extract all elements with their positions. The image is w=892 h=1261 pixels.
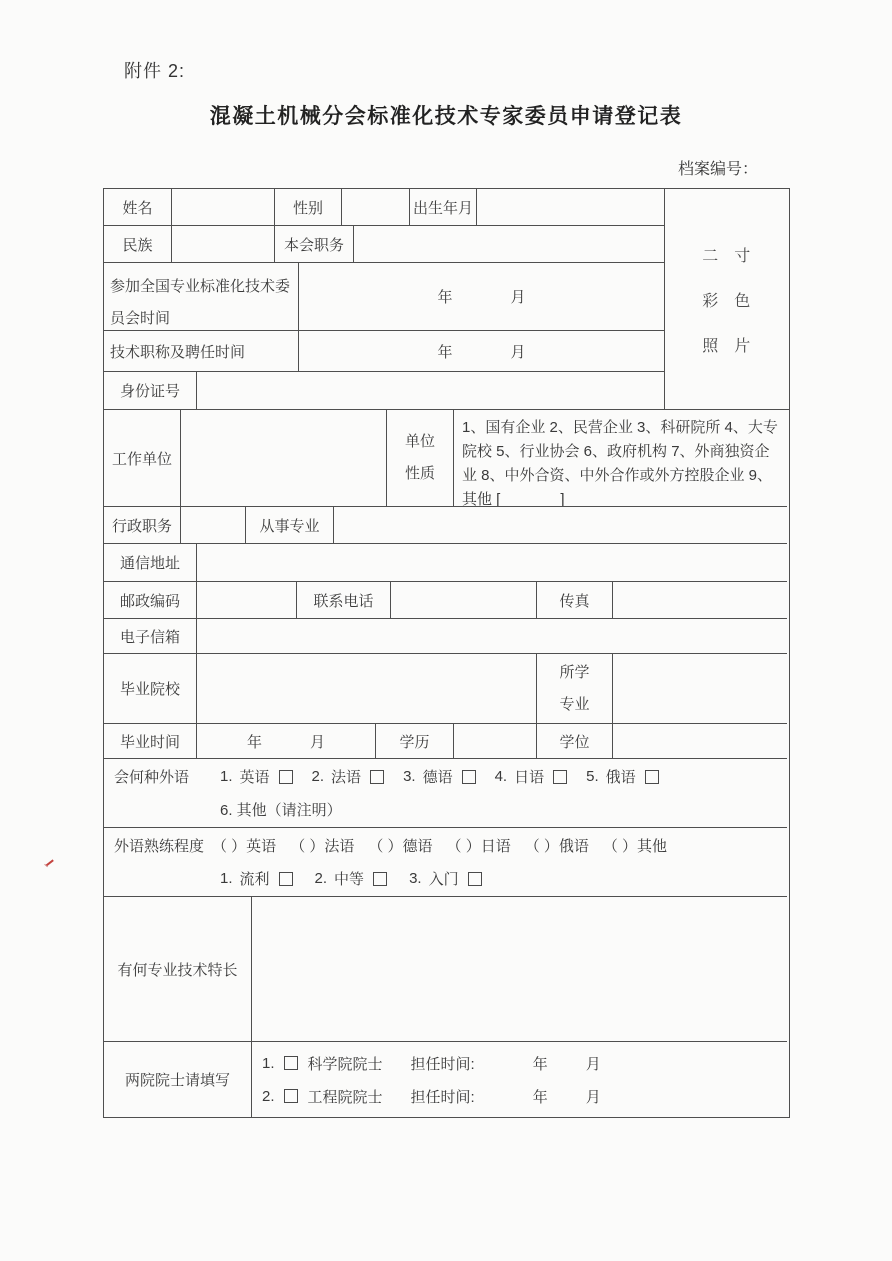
unit-nature-label — [387, 410, 454, 507]
profession-label: 从事专业 — [246, 507, 334, 544]
major-value — [613, 654, 787, 724]
year-label: 年 — [437, 289, 453, 306]
page-title: 混凝土机械分会标准化技术专家委员申请登记表 — [209, 105, 683, 128]
level-num: 3. — [409, 870, 422, 887]
birth-date-label: 出生年月 — [410, 189, 477, 226]
education-label: 学历 — [376, 724, 454, 759]
checkbox-icon — [645, 770, 659, 784]
unit-nature-options: 1、国有企业 2、民营企业 3、科研院所 4、大专院校 5、行业协会 6、政府机构 7、外商独资企业 8、中外合资、中外合作或外方控股企业 9、其他 [ ] — [454, 410, 787, 507]
academician-option — [262, 1086, 777, 1107]
language-name: 英语 — [239, 769, 270, 786]
language-name: 法语 — [331, 769, 362, 786]
month-label: 月 — [310, 733, 326, 751]
row-id-number — [104, 372, 664, 409]
proficiency-label: 外语熟练程度 — [114, 838, 205, 855]
language-option — [312, 766, 385, 787]
row-work-unit — [104, 410, 789, 507]
assoc-position-label: 本会职务 — [275, 226, 354, 263]
photo-text-line: 照 片 — [702, 337, 751, 355]
proficiency-cell — [104, 828, 787, 897]
language-num: 3. — [403, 768, 416, 785]
language-option — [220, 766, 293, 787]
file-number-label: 档案编号： — [678, 161, 759, 178]
proficiency-language: （ ）法语 — [290, 838, 355, 855]
major-text: 所学专业 — [559, 663, 590, 713]
row-graduation — [104, 724, 789, 759]
fax-label: 传真 — [537, 582, 613, 619]
checkbox-icon — [462, 770, 476, 784]
postal-code-label: 邮政编码 — [104, 582, 197, 619]
level-name: 中等 — [334, 871, 365, 888]
admin-position-label: 行政职务 — [104, 507, 181, 544]
school-label: 毕业院校 — [104, 654, 197, 724]
row-name-gender-birth — [104, 189, 664, 226]
month-label: 月 — [510, 343, 526, 361]
checkbox-icon — [284, 1056, 298, 1070]
proficiency-level — [315, 868, 388, 889]
level-num: 2. — [314, 870, 328, 887]
academician-num: 2. — [262, 1087, 275, 1105]
unit-nature-text: 单位性质 — [404, 433, 435, 482]
degree-value — [613, 724, 787, 759]
academician-cell — [252, 1042, 787, 1117]
ethnicity-label: 民族 — [104, 226, 172, 263]
school-value — [197, 654, 537, 724]
language-num: 1. — [220, 768, 233, 785]
year-label: 年 — [437, 343, 453, 361]
mailing-address-label: 通信地址 — [104, 544, 197, 582]
proficiency-language: （ ）英语 — [212, 838, 277, 855]
level-name: 流利 — [239, 871, 270, 888]
language-other-option: 6. 其他（请注明） — [220, 802, 342, 819]
committee-time-label: 参加全国专业标准化技术委员会时间 — [104, 263, 299, 331]
checkbox-icon — [284, 1089, 298, 1103]
admin-position-value — [181, 507, 246, 544]
language-num: 4. — [494, 768, 508, 785]
row-languages — [104, 759, 789, 828]
checkbox-icon — [279, 770, 293, 784]
checkbox-icon — [468, 872, 482, 886]
id-number-value — [197, 372, 664, 409]
registration-form-table — [103, 188, 790, 1118]
proficiency-language: （ ）其他 — [602, 838, 668, 855]
language-name: 德语 — [422, 769, 453, 786]
upper-section — [104, 189, 789, 410]
specialty-value — [252, 897, 787, 1042]
tech-title-label: 技术职称及聘任时间 — [104, 331, 299, 372]
row-tech-title — [104, 331, 664, 372]
postal-code-value — [197, 582, 297, 619]
checkbox-icon — [373, 872, 387, 886]
month-label: 月 — [585, 1088, 601, 1106]
tech-title-value — [299, 331, 664, 372]
fax-value — [613, 582, 787, 619]
year-label: 年 — [246, 733, 262, 751]
gender-value — [342, 189, 410, 226]
month-label: 月 — [510, 289, 526, 306]
red-pen-mark — [44, 860, 54, 869]
row-ethnicity-position — [104, 226, 664, 263]
photo-placeholder — [664, 189, 788, 409]
graduation-time-label: 毕业时间 — [104, 724, 197, 759]
appointment-time-label: 担任时间: — [410, 1088, 475, 1106]
email-label: 电子信箱 — [104, 619, 197, 654]
language-option — [403, 766, 476, 787]
appointment-time-label: 担任时间: — [410, 1055, 475, 1073]
profession-value — [334, 507, 787, 544]
name-value — [172, 189, 275, 226]
year-label: 年 — [532, 1088, 548, 1106]
graduation-time-value — [197, 724, 376, 759]
specialty-label: 有何专业技术特长 — [104, 897, 252, 1042]
row-committee-time — [104, 263, 664, 331]
languages-label: 会何种外语 — [114, 769, 190, 786]
gender-label: 性别 — [275, 189, 342, 226]
education-value — [454, 724, 537, 759]
mailing-address-value — [197, 544, 787, 582]
language-name: 俄语 — [605, 769, 636, 786]
row-academician — [104, 1042, 789, 1117]
work-unit-value — [181, 410, 387, 507]
row-mailing-address — [104, 544, 789, 582]
language-name: 日语 — [514, 769, 545, 786]
year-label: 年 — [532, 1055, 548, 1073]
proficiency-level — [220, 868, 293, 889]
academician-name: 科学院院士 — [307, 1055, 383, 1073]
proficiency-language: （ ）日语 — [446, 838, 511, 855]
major-label — [537, 654, 613, 724]
birth-date-value — [477, 189, 664, 226]
photo-text-line: 二 寸 — [702, 247, 751, 265]
email-value — [197, 619, 787, 654]
proficiency-level — [409, 868, 482, 889]
row-school-major — [104, 654, 789, 724]
committee-time-value — [299, 263, 664, 331]
assoc-position-value — [354, 226, 664, 263]
degree-label: 学位 — [537, 724, 613, 759]
checkbox-icon — [553, 770, 567, 784]
row-admin-position — [104, 507, 789, 544]
level-name: 入门 — [428, 871, 459, 888]
languages-cell — [104, 759, 787, 828]
language-option — [495, 766, 568, 787]
language-option — [586, 766, 659, 787]
row-postal-phone-fax — [104, 582, 789, 619]
checkbox-icon — [279, 872, 293, 886]
academician-name: 工程院院士 — [307, 1088, 383, 1106]
academician-num: 1. — [262, 1054, 275, 1072]
row-specialty — [104, 897, 789, 1042]
phone-value — [391, 582, 537, 619]
row-email — [104, 619, 789, 654]
row-proficiency — [104, 828, 789, 897]
proficiency-language: （ ）俄语 — [524, 838, 589, 855]
academician-option — [262, 1053, 777, 1074]
month-label: 月 — [585, 1055, 601, 1073]
attachment-label: 附件 2: — [124, 61, 186, 81]
name-label: 姓名 — [104, 189, 172, 226]
academician-label: 两院院士请填写 — [104, 1042, 252, 1117]
language-num: 2. — [311, 768, 325, 785]
phone-label: 联系电话 — [297, 582, 391, 619]
level-num: 1. — [220, 870, 233, 887]
ethnicity-value — [172, 226, 275, 263]
proficiency-language: （ ）德语 — [368, 838, 433, 855]
work-unit-label: 工作单位 — [104, 410, 181, 507]
id-number-label: 身份证号 — [104, 372, 197, 409]
checkbox-icon — [370, 770, 384, 784]
language-num: 5. — [586, 768, 599, 785]
photo-text-line: 彩 色 — [702, 292, 751, 310]
